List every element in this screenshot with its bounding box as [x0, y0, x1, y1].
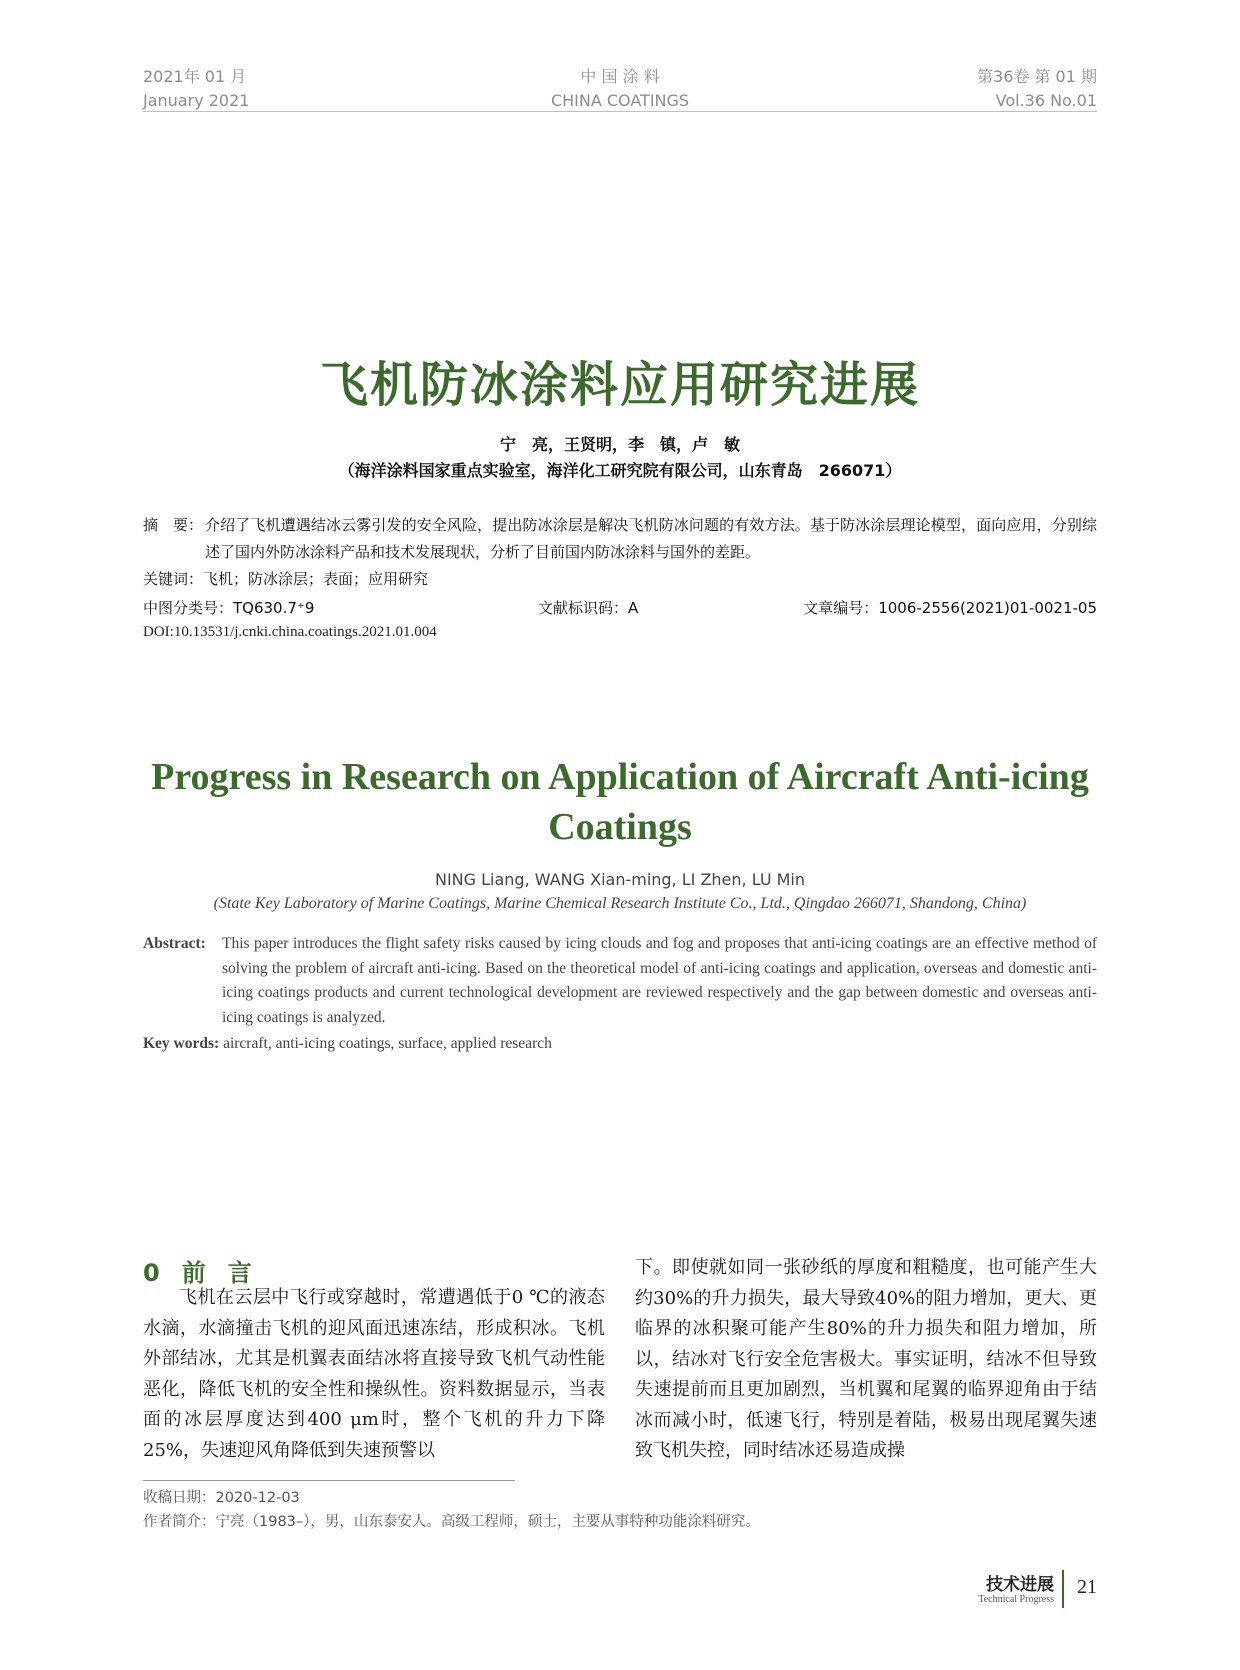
title-cn: 飞机防冰涂料应用研究进展	[319, 357, 920, 413]
affiliation-en: (State Key Laboratory of Marine Coatings, Marine Chemical Research Institute Co., Ltd., Qingdao 266071, Shandong, China)	[213, 895, 1027, 912]
footer-divider-bar	[1062, 1570, 1064, 1608]
article-number: 文章编号：1006-2556(2021)01-0021-05	[803, 599, 1097, 617]
page-number: 21	[1077, 1576, 1097, 1598]
header-date-en: January 2021	[143, 91, 250, 110]
abstract-en-label: Abstract:	[143, 935, 206, 952]
footer-section-en: Technical Progress	[978, 1594, 1054, 1605]
footer-section-cn: 技术进展	[986, 1575, 1054, 1595]
footnote-divider	[143, 1480, 515, 1481]
journal-name-en: CHINA COATINGS	[550, 91, 690, 110]
authors-cn: 宁 亮，王贤明，李 镇，卢 敏	[499, 435, 740, 454]
keywords-cn: 关键词：飞机；防冰涂层；表面；应用研究	[143, 570, 429, 588]
abstract-cn-text: 介绍了飞机遭遇结冰云雾引发的安全风险，提出防冰涂层是解决飞机防冰问题的有效方法。基于防冰涂层理论模型，面向应用，分别综述了国内外防冰涂料产品和技术发展现状，分析了目前国内防冰涂料与国外的差距。	[205, 516, 1097, 561]
header-left	[143, 65, 249, 113]
title-en: Progress in Research on Application of Aircraft Anti-icing Coatings	[151, 756, 1089, 848]
section-title: 前言	[181, 1259, 274, 1287]
abstract-en-text: This paper introduces the flight safety risks caused by icing clouds and fog and proposes that anti-icing coatings are an effective method of solving the problem of aircraft anti-icing. Based on the theoretical model of anti-icing coatings and application, overseas and domestic anti-icing coatings products and current technological development are reviewed respectively and the gap between domestic and overseas anti-icing coatings is analyzed.	[222, 935, 1097, 1026]
abstract-cn	[143, 512, 1097, 566]
authors-en: NING Liang, WANG Xian-ming, LI Zhen, LU Min	[434, 870, 806, 889]
header-volume-en: Vol.36 No.01	[995, 91, 1097, 110]
header-center	[520, 65, 720, 113]
body-column-right: 下。即使就如同一张砂纸的厚度和粗糙度，也可能产生大约30%的升力损失，最大导致40%的阻力增加，更大、更临界的冰积聚可能产生80%的升力损失和阻力增加，所以，结冰对飞行安全危害极大。事实证明，结冰不但导致失速提前而且更加剧烈，当机翼和尾翼的临界迎角由于结冰而减小时，低速飞行，特别是着陆，极易出现尾翼失速致飞机失控，同时结冰还易造成操	[635, 1257, 1097, 1461]
affiliation-cn: （海洋涂料国家重点实验室，海洋化工研究院有限公司，山东青岛 266071）	[338, 461, 902, 480]
abstract-cn-label: 摘 要：	[143, 516, 204, 534]
keywords-en-label: Key words:	[143, 1035, 220, 1052]
header-divider	[143, 111, 1097, 112]
clc-number: 中图分类号：TQ630.7⁺9	[143, 599, 315, 617]
keywords-en	[143, 1035, 552, 1053]
journal-name-cn: 中 国 涂 料	[580, 67, 660, 86]
document-code: 文献标识码：A	[538, 599, 639, 617]
abstract-en	[143, 932, 1097, 1030]
footnote-received: 收稿日期：2020-12-03	[143, 1490, 300, 1506]
footnote-author-bio: 作者简介：宁亮（1983–），男，山东泰安人。高级工程师，硕士，主要从事特种功能涂料研究。	[143, 1514, 760, 1530]
header-volume-cn: 第36卷 第 01 期	[977, 67, 1097, 86]
body-column-left: 飞机在云层中飞行或穿越时，常遭遇低于0 ℃的液态水滴，水滴撞击飞机的迎风面迅速冻结，形成积冰。飞机外部结冰，尤其是机翼表面结冰将直接导致飞机气动性能恶化，降低飞机的安全性和操纵性。资料数据显示，当表面的冰层厚度达到400 μm时，整个飞机的升力下降25%，失速迎风角降低到失速预警以	[143, 1287, 605, 1461]
doi-link[interactable]: DOI:10.13531/j.cnki.china.coatings.2021.01.004	[143, 624, 437, 640]
section-number: 0	[143, 1259, 160, 1287]
header-date-cn: 2021年 01 月	[143, 67, 247, 86]
header-right	[977, 65, 1097, 113]
keywords-en-text: aircraft, anti-icing coatings, surface, applied research	[223, 1035, 552, 1052]
